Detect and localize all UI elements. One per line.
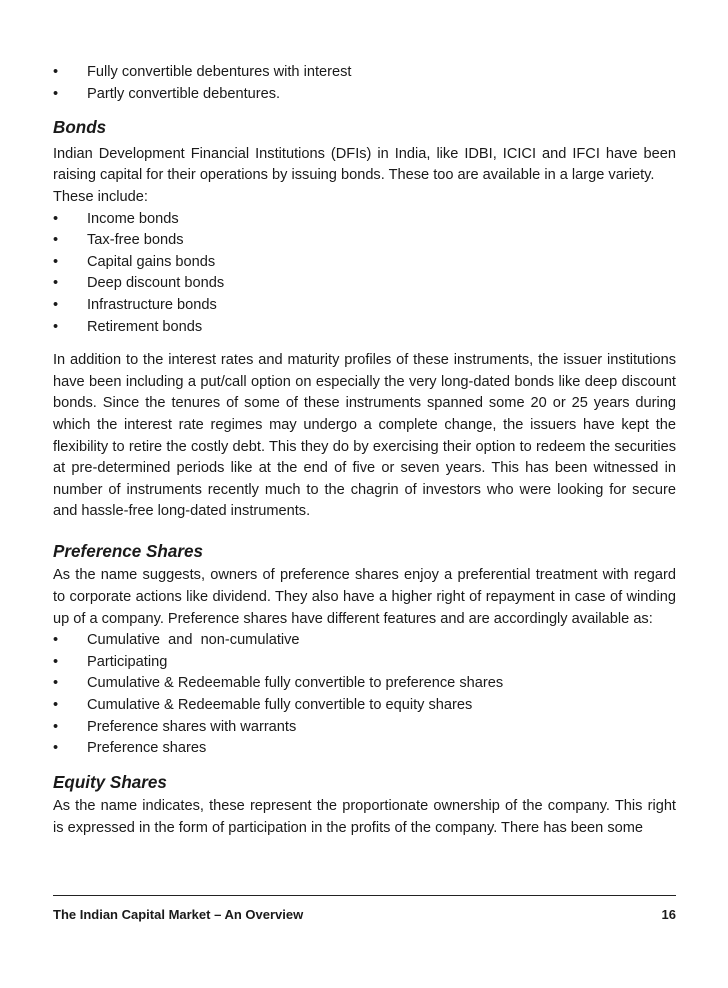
- list-item: • Infrastructure bonds: [53, 295, 676, 317]
- bonds-intro: Indian Development Financial Institutions (DFIs) in India, like IDBI, ICICI and IFCI have been raising capital for their operations by issuing bonds. These too are available in a large variety.: [53, 145, 676, 184]
- list-item: • Tax-free bonds: [53, 230, 676, 252]
- bullet-icon: •: [53, 675, 59, 692]
- bullet-icon: •: [53, 697, 59, 714]
- bonds-list: [53, 209, 676, 339]
- list-item: • Cumulative & Redeemable fully convertible to preference shares: [53, 673, 676, 695]
- document-body: [53, 62, 676, 840]
- list-item: • Deep discount bonds: [53, 273, 676, 295]
- list-item: • Income bonds: [53, 209, 676, 231]
- bullet-icon: •: [53, 296, 59, 313]
- list-item: • Fully convertible debentures with interest: [53, 62, 676, 84]
- bullet-icon: •: [53, 85, 59, 102]
- preference-paragraph: As the name suggests, owners of preference shares enjoy a preferential treatment with regard to corporate actions like dividend. They also have a higher right of repayment in case of winding up of a company. Preference shares have different features and are accordingly available as:: [53, 567, 676, 627]
- debenture-list: [53, 62, 676, 105]
- bullet-icon: •: [53, 253, 59, 270]
- bullet-icon: •: [53, 318, 59, 335]
- bullet-icon: •: [53, 232, 59, 249]
- list-item: • Retirement bonds: [53, 317, 676, 339]
- footer-title: The Indian Capital Market – An Overview: [53, 907, 304, 922]
- list-item: • Partly convertible debentures.: [53, 84, 676, 106]
- bullet-icon: •: [53, 740, 59, 757]
- section-heading-preference-shares: Preference Shares: [53, 541, 204, 561]
- page-number: 16: [661, 907, 676, 922]
- section-heading-bonds: Bonds: [53, 118, 107, 138]
- bonds-lead: These include:: [53, 188, 148, 205]
- equity-paragraph: As the name indicates, these represent the proportionate ownership of the company. This right is expressed in the form of participation in the profits of the company. There has been some: [53, 798, 676, 836]
- list-item: • Capital gains bonds: [53, 252, 676, 274]
- preference-list: [53, 630, 676, 760]
- bullet-icon: •: [53, 653, 59, 670]
- bullet-icon: •: [53, 718, 59, 735]
- bullet-icon: •: [53, 210, 59, 227]
- list-item: • Preference shares with warrants: [53, 717, 676, 739]
- bullet-icon: •: [53, 275, 59, 292]
- bonds-paragraph: In addition to the interest rates and maturity profiles of these instruments, the issuer institutions have been including a put/call option on especially the very long-dated bonds like deep discount bonds. Since the tenures of some of these instruments spanned some 20 or 25 years during which the interest rate regimes may undergo a complete change, the issuers have kept the flexibility to retire the costly debt. This they do by exercising their option to redeem the securities at pre-determined periods like at the end of five or seven years. This has been witnessed in number of instruments recently much to the chagrin of investors who were looking for secure and hassle-free long-dated instruments.: [53, 352, 676, 520]
- list-item: • Preference shares: [53, 738, 676, 760]
- list-item: • Cumulative & Redeemable fully convertible to equity shares: [53, 695, 676, 717]
- list-item: • Cumulative and non-cumulative: [53, 630, 676, 652]
- bullet-icon: •: [53, 64, 59, 80]
- section-heading-equity-shares: Equity Shares: [53, 772, 167, 792]
- list-item: • Participating: [53, 652, 676, 674]
- footer-divider: [53, 895, 676, 896]
- bullet-icon: •: [53, 632, 59, 649]
